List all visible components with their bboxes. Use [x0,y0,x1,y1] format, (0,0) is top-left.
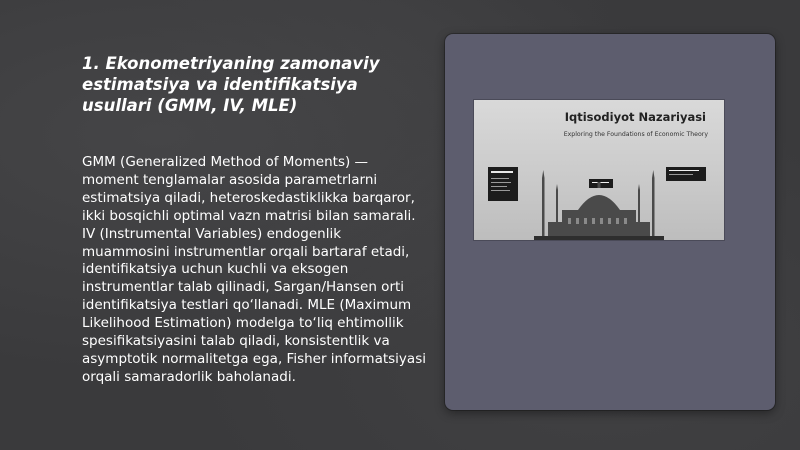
thumbnail-subtitle: Exploring the Foundations of Economic Theory [563,131,708,138]
thumbnail-left-panel [488,167,518,201]
slide-body-text: GMM (Generalized Method of Moments) — moment tenglamalar asosida parametrlarni estimatsiya qiladi, heteroskedastiklikka barqaror, ikki bosqichli optimal vazn matrisi bilan samarali. IV (Instrumental Variables) endogenlik muammosini instrumentlar orqali bartaraf etadi, identifikatsiya uchun kuchli va eksogen instrumentlar talab qilinadi, Sargan/Hansen orti identifikatsiya testlari qo‘llanadi. MLE (Maximum Likelihood Estimation) modelga to‘liq ehtimollik spesifikatsiyasini talab qiladi, konsistentlik va asymptotik normalitetga ega, Fisher informatsiyasi orqali samaradorlik baholanadi. [82,154,426,385]
slide-thumbnail-image [474,100,724,240]
mosque-illustration [534,168,664,240]
slide-title: 1. Ekonometriyaning zamonaviy estimatsiya va identifikatsiya usullari (GMM, IV, MLE) [82,54,380,115]
thumbnail-right-panel [666,167,706,181]
thumbnail-title: Iqtisodiyot Nazariyasi [564,110,706,124]
image-card [445,34,775,410]
